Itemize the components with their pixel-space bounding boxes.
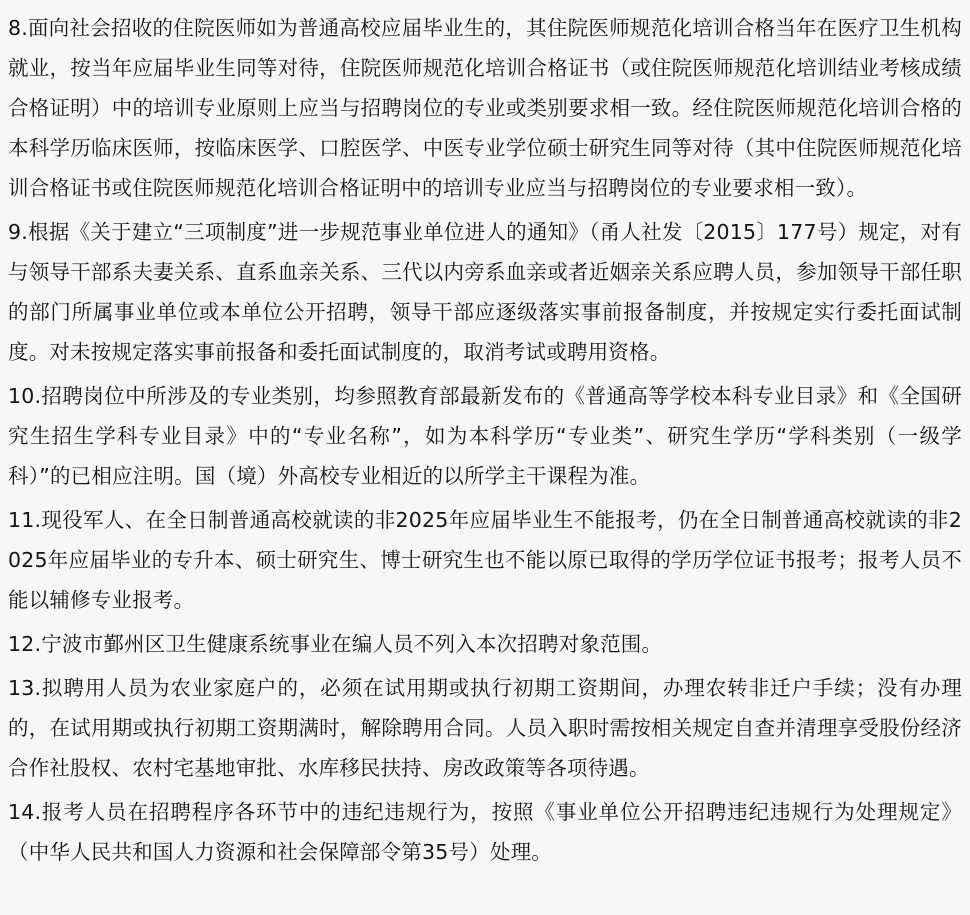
paragraph-item-10: 10.招聘岗位中所涉及的专业类别，均参照教育部最新发布的《普通高等学校本科专业目录》和《全国研究生招生学科专业目录》中的“专业名称”，如为本科学历“专业类”、研究生学历“学科类别（一级学科）”的已相应注明。国（境）外高校专业相近的以所学主干课程为准。 [8, 384, 962, 488]
paragraph-item-13: 13.拟聘用人员为农业家庭户的，必须在试用期或执行初期工资期间，办理农转非迁户手续；没有办理的，在试用期或执行初期工资期满时，解除聘用合同。人员入职时需按相关规定自查并清理享受股份经济合作社股权、农村宅基地审批、水库移民扶持、房改政策等各项待遇。 [8, 676, 962, 780]
paragraph-item-14: 14.报考人员在招聘程序各环节中的违纪违规行为，按照《事业单位公开招聘违纪违规行为处理规定》（中华人民共和国人力资源和社会保障部令第35号）处理。 [8, 800, 962, 864]
paragraph-item-9: 9.根据《关于建立“三项制度”进一步规范事业单位进人的通知》（甬人社发〔2015〕177号）规定，对有与领导干部系夫妻关系、直系血亲关系、三代以内旁系血亲或者近姻亲关系应聘人员，参加领导干部任职的部门所属事业单位或本单位公开招聘，领导干部应逐级落实事前报备制度，并按规定实行委托面试制度。对未按规定落实事前报备和委托面试制度的，取消考试或聘用资格。 [8, 220, 962, 364]
paragraph-item-8: 8.面向社会招收的住院医师如为普通高校应届毕业生的，其住院医师规范化培训合格当年在医疗卫生机构就业，按当年应届毕业生同等对待，住院医师规范化培训合格证书（或住院医师规范化培训结业考核成绩合格证明）中的培训专业原则上应当与招聘岗位的专业或类别要求相一致。经住院医师规范化培训合格的本科学历临床医师，按临床医学、口腔医学、中医专业学位硕士研究生同等对待（其中住院医师规范化培训合格证书或住院医师规范化培训合格证明中的培训专业应当与招聘岗位的专业要求相一致）。 [8, 16, 962, 200]
paragraph-item-12: 12.宁波市鄞州区卫生健康系统事业在编人员不列入本次招聘对象范围。 [8, 632, 663, 656]
paragraph-item-11: 11.现役军人、在全日制普通高校就读的非2025年应届毕业生不能报考，仍在全日制普通高校就读的非2025年应届毕业的专升本、硕士研究生、博士研究生也不能以原已取得的学历学位证书报考；报考人员不能以辅修专业报考。 [8, 508, 962, 612]
